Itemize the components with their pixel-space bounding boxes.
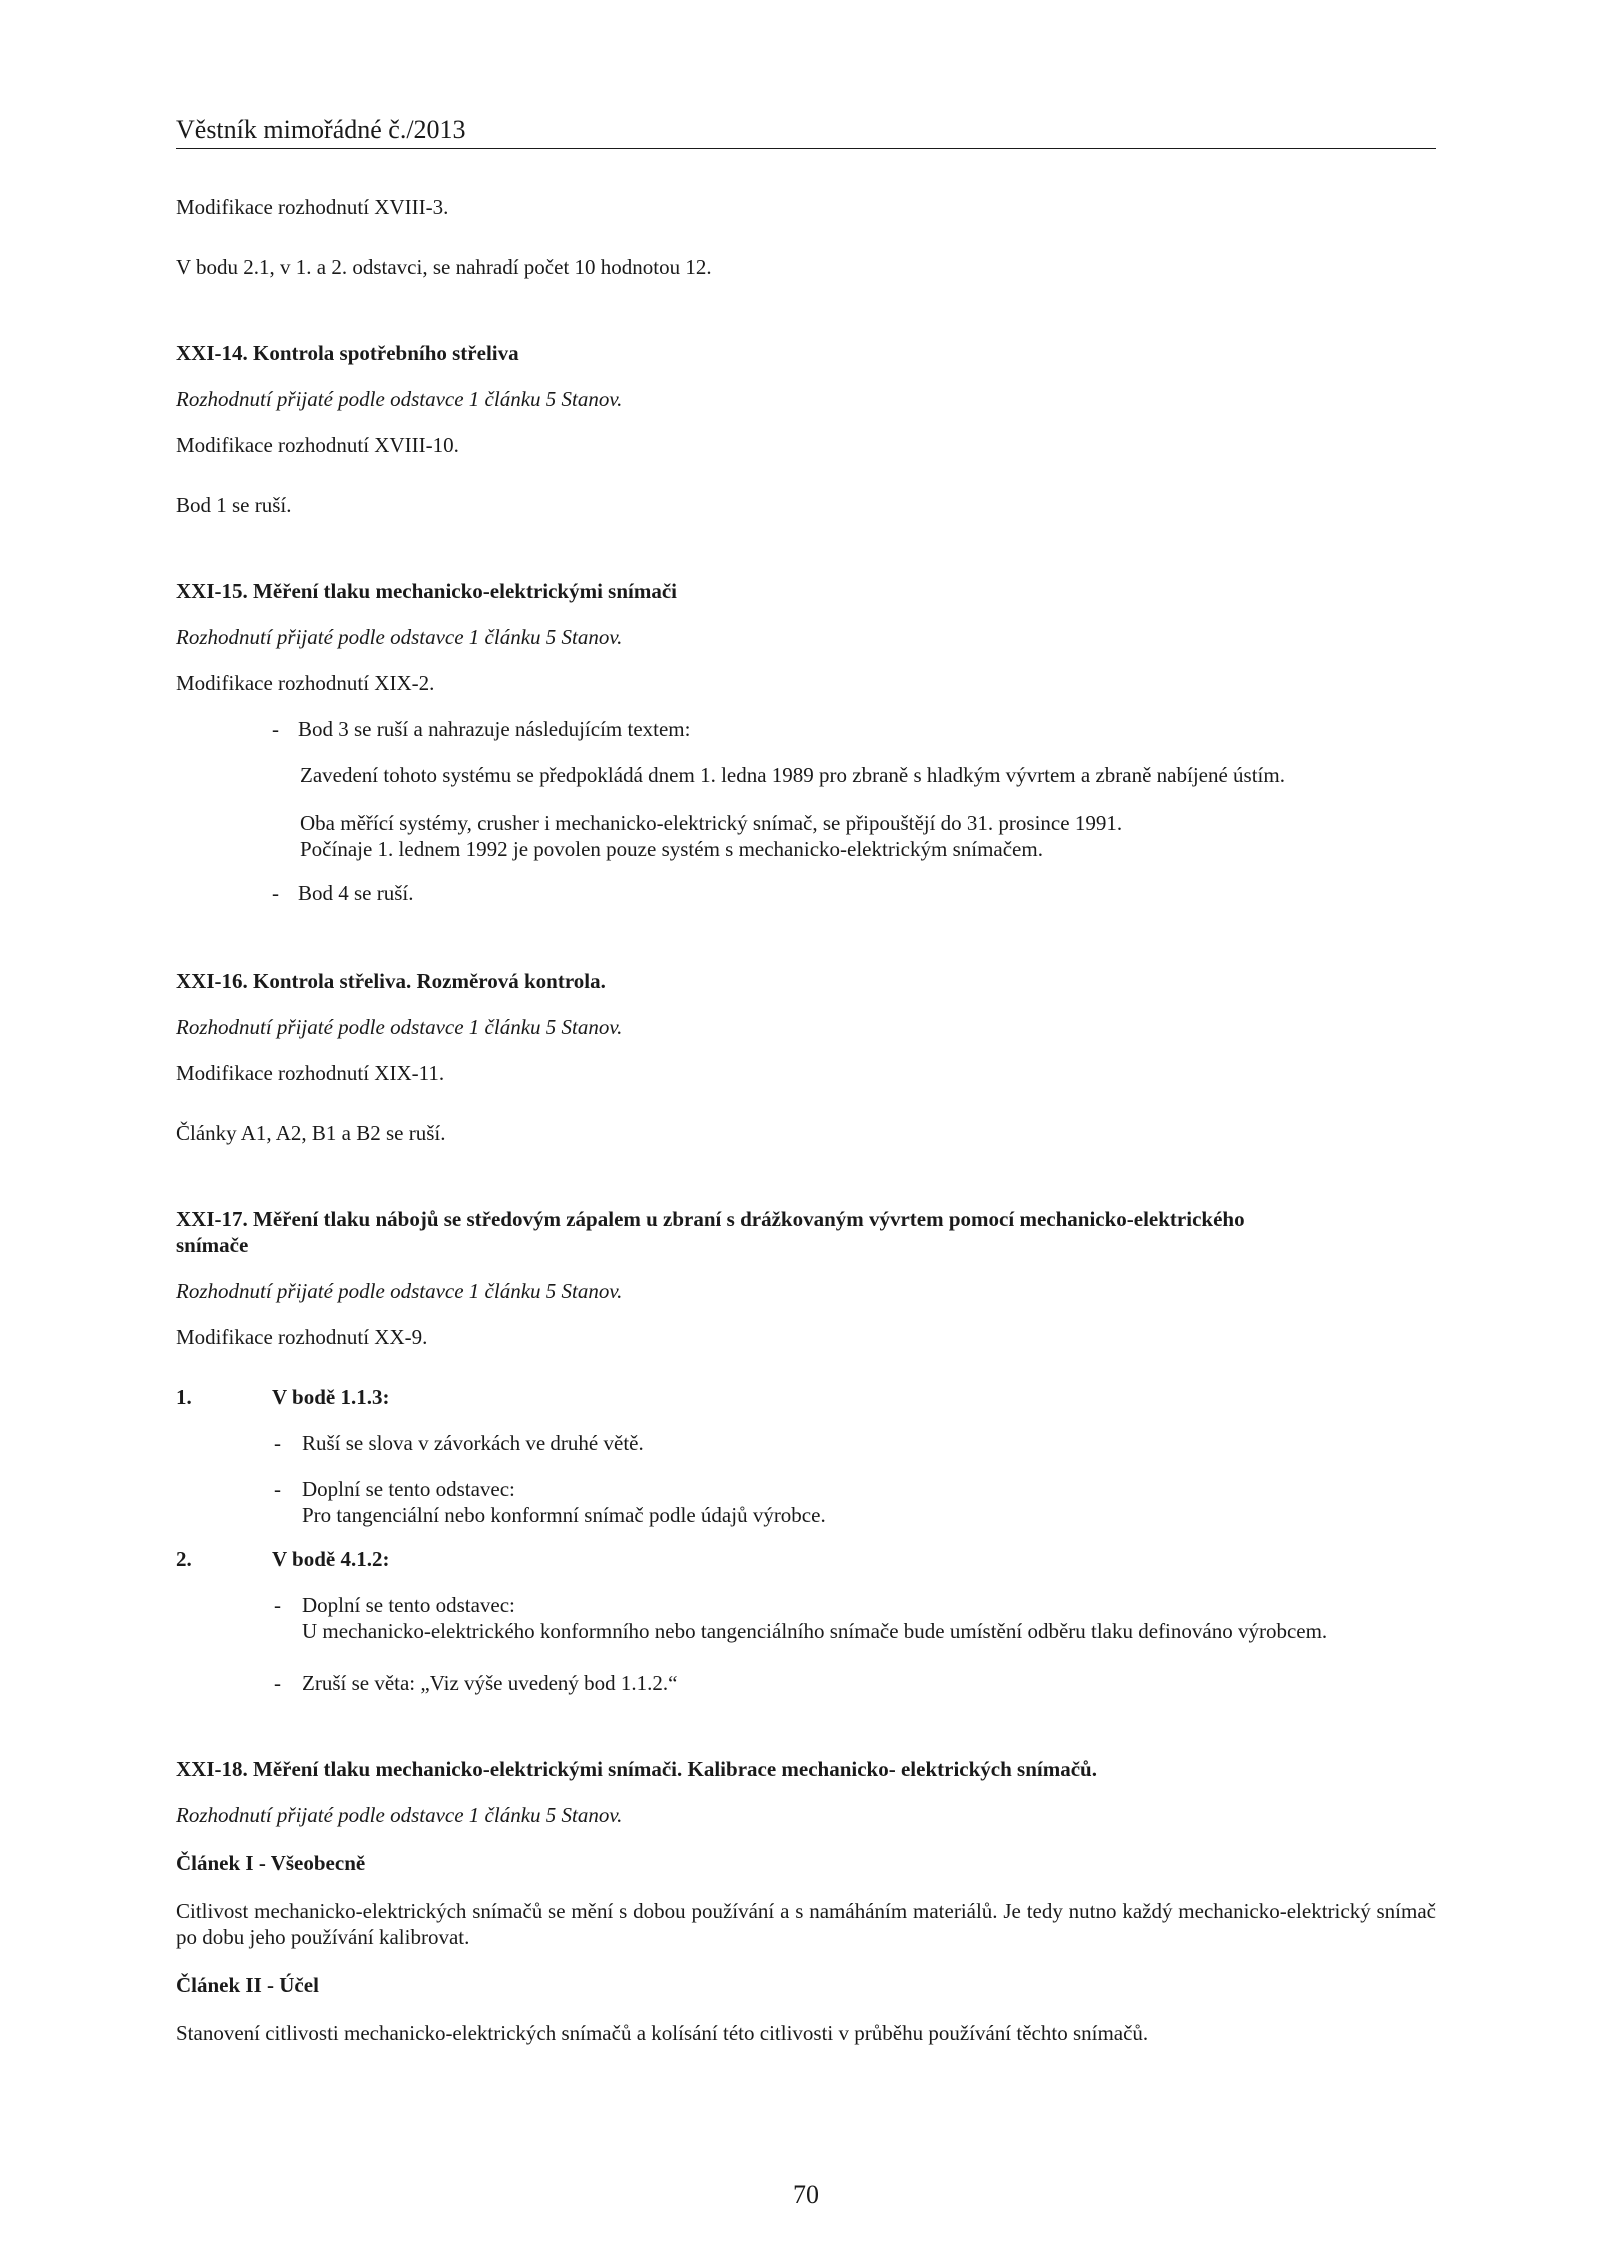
article-text: Stanovení citlivosti mechanicko-elektrických snímačů a kolísání této citlivosti v průběhu používání těchto snímačů. xyxy=(176,2021,1149,2045)
paragraph: Počínaje 1. lednem 1992 je povolen pouze systém s mechanicko-elektrickým snímačem. xyxy=(300,837,1043,861)
item-label: V bodě 1.1.3: xyxy=(272,1385,390,1409)
item-number: 1. xyxy=(176,1385,192,1409)
section-title-xxi-16: XXI-16. Kontrola střeliva. Rozměrová kontrola. xyxy=(176,969,606,993)
article-title: Článek I - Všeobecně xyxy=(176,1851,366,1875)
list-item-continuation: U mechanicko-elektrického konformního nebo tangenciálního snímače bude umístění odběru tlaku definováno výrobcem. xyxy=(302,1619,1328,1643)
decision-note: Rozhodnutí přijaté podle odstavce 1 článku 5 Stanov. xyxy=(176,1279,623,1303)
page-header xyxy=(176,112,1436,149)
header-title: Věstník mimořádné č./2013 xyxy=(176,115,466,144)
decision-note: Rozhodnutí přijaté podle odstavce 1 článku 5 Stanov. xyxy=(176,1803,623,1827)
dash-bullet: - xyxy=(274,1431,281,1455)
intro-text: V bodu 2.1, v 1. a 2. odstavci, se nahradí počet 10 hodnotou 12. xyxy=(176,255,712,279)
modification-note: Modifikace rozhodnutí XIX-2. xyxy=(176,671,435,695)
decision-note: Rozhodnutí přijaté podle odstavce 1 článku 5 Stanov. xyxy=(176,387,623,411)
section-title-xxi-18: XXI-18. Měření tlaku mechanicko-elektrickými snímači. Kalibrace mechanicko- elektrických snímačů. xyxy=(176,1757,1097,1781)
modification-note: Modifikace rozhodnutí XVIII-10. xyxy=(176,433,459,457)
dash-bullet: - xyxy=(274,1671,281,1695)
dash-bullet: - xyxy=(274,1477,281,1501)
list-item: Ruší se slova v závorkách ve druhé větě. xyxy=(302,1431,644,1455)
list-item-continuation: Pro tangenciální nebo konformní snímač podle údajů výrobce. xyxy=(302,1503,826,1527)
list-item: Doplní se tento odstavec: xyxy=(302,1477,515,1501)
section-title-xxi-17: XXI-17. Měření tlaku nábojů se středovým zápalem u zbraní s drážkovaným vývrtem pomocí mechanicko-elektrického xyxy=(176,1207,1245,1231)
page-number: 70 xyxy=(793,2180,819,2209)
dash-bullet: - xyxy=(272,717,279,741)
list-item: Zruší se věta: „Viz výše uvedený bod 1.1.2.“ xyxy=(302,1671,678,1695)
paragraph: Oba měřící systémy, crusher i mechanicko-elektrický snímač, se připouštějí do 31. prosince 1991. xyxy=(300,811,1123,835)
section-text: Bod 1 se ruší. xyxy=(176,493,292,517)
list-item: Doplní se tento odstavec: xyxy=(302,1593,515,1617)
intro-modification: Modifikace rozhodnutí XVIII-3. xyxy=(176,195,449,219)
decision-note: Rozhodnutí přijaté podle odstavce 1 článku 5 Stanov. xyxy=(176,625,623,649)
modification-note: Modifikace rozhodnutí XIX-11. xyxy=(176,1061,445,1085)
list-item: Bod 4 se ruší. xyxy=(298,881,414,905)
section-title-continuation: snímače xyxy=(176,1233,249,1257)
paragraph: Zavedení tohoto systému se předpokládá dnem 1. ledna 1989 pro zbraně s hladkým vývrtem a zbraně nabíjené ústím. xyxy=(300,763,1285,787)
article-title: Článek II - Účel xyxy=(176,1973,319,1997)
dash-bullet: - xyxy=(274,1593,281,1617)
modification-note: Modifikace rozhodnutí XX-9. xyxy=(176,1325,428,1349)
section-title-xxi-15: XXI-15. Měření tlaku mechanicko-elektrickými snímači xyxy=(176,579,678,603)
section-text: Články A1, A2, B1 a B2 se ruší. xyxy=(176,1121,446,1145)
item-number: 2. xyxy=(176,1547,192,1571)
item-label: V bodě 4.1.2: xyxy=(272,1547,390,1571)
section-title-xxi-14: XXI-14. Kontrola spotřebního střeliva xyxy=(176,341,519,365)
list-item: Bod 3 se ruší a nahrazuje následujícím textem: xyxy=(298,717,691,741)
article-text: Citlivost mechanicko-elektrických snímačů se mění s dobou používání a s namáháním materiálů. Je tedy nutno každý mechanicko-elektrický snímač po dobu jeho používání kalibrovat. xyxy=(176,1899,1436,1949)
decision-note: Rozhodnutí přijaté podle odstavce 1 článku 5 Stanov. xyxy=(176,1015,623,1039)
dash-bullet: - xyxy=(272,881,279,905)
